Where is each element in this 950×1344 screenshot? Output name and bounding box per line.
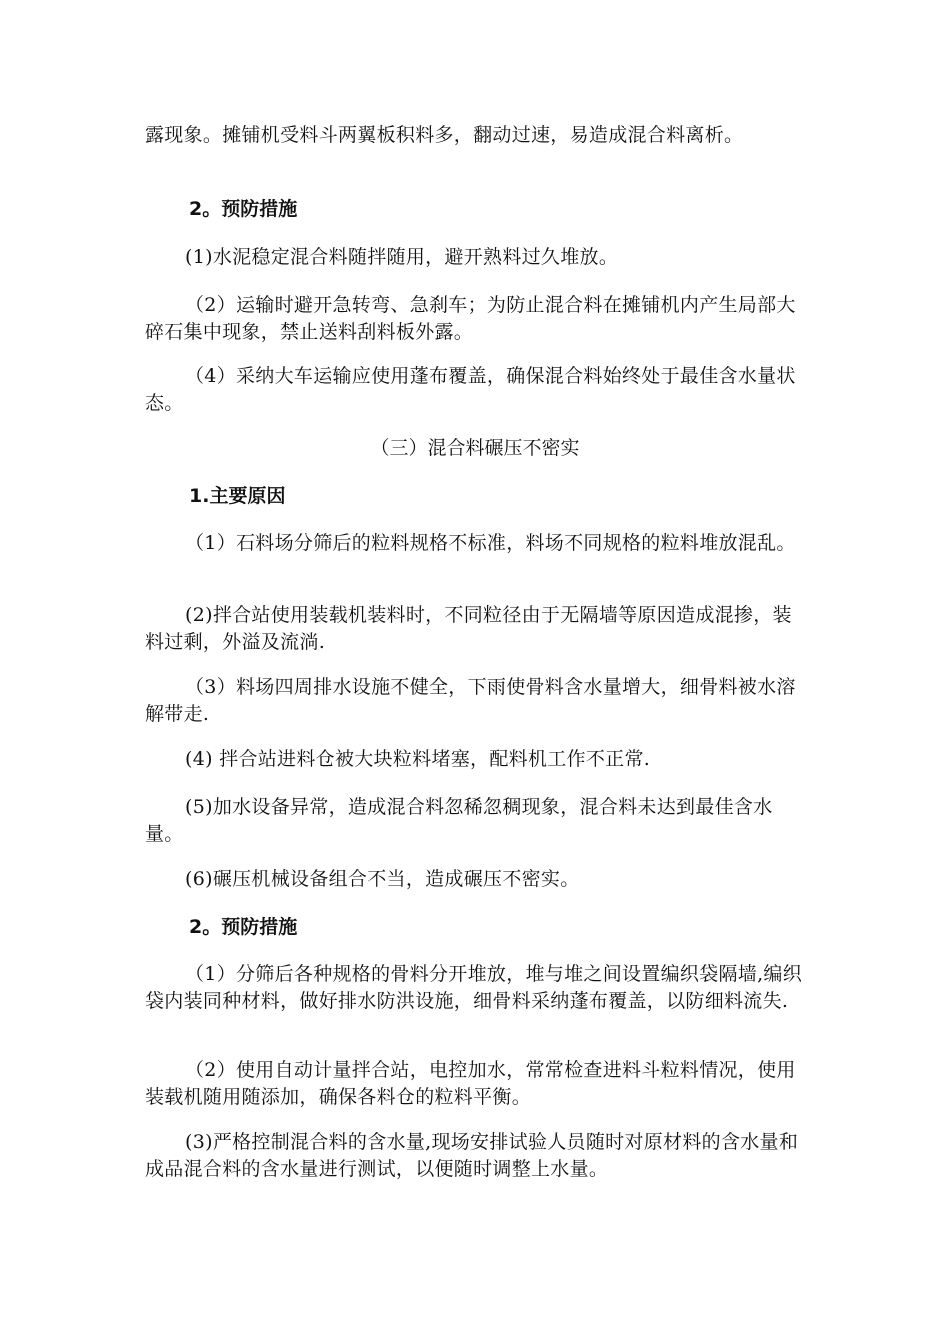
paragraph-cause-1: （1）石料场分筛后的粒料规格不标准，料场不同规格的粒料堆放混乱。 [185,532,796,554]
paragraph-cause-4: (4) 拌合站进料仓被大块粒料堵塞，配料机工作不正常. [185,748,651,770]
paragraph-prevention-2-1: （1）分筛后各种规格的骨料分开堆放，堆与堆之间设置编织袋隔墙,编织袋内装同种材料，做好排水防洪设施，细骨料采纳蓬布覆盖，以防细料流失. [145,963,803,1012]
paragraph-cause-5: (5)加水设备异常，造成混合料忽稀忽稠现象，混合料未达到最佳含水量。 [145,796,773,845]
paragraph-prevention-1-1: (1)水泥稳定混合料随拌随用，避开熟料过久堆放。 [185,246,619,268]
heading-main-causes: 1.主要原因 [189,485,286,507]
paragraph-prevention-2-3: (3)严格控制混合料的含水量,现场安排试验人员随时对原材料的含水量和成品混合料的含水量进行测试，以便随时调整上水量。 [145,1131,799,1180]
heading-prevention-measures-2: 2。预防措施 [189,916,298,938]
paragraph-continued: 露现象。摊铺机受料斗两翼板积料多，翻动过速，易造成混合料离析。 [145,124,744,146]
paragraph-cause-3: （3）料场四周排水设施不健全，下雨使骨料含水量增大，细骨料被水溶解带走. [145,676,796,725]
section-title: （三）混合料碾压不密实 [370,437,580,459]
heading-prevention-measures-1: 2。预防措施 [189,198,298,220]
paragraph-prevention-1-4: （4）采纳大车运输应使用蓬布覆盖，确保混合料始终处于最佳含水量状态。 [145,365,796,414]
paragraph-cause-6: (6)碾压机械设备组合不当，造成碾压不密实。 [185,868,580,890]
paragraph-prevention-1-2: （2）运输时避开急转弯、急刹车；为防止混合料在摊铺机内产生局部大碎石集中现象，禁止送料刮料板外露。 [145,294,796,343]
paragraph-cause-2: (2)拌合站使用装载机装料时，不同粒径由于无隔墙等原因造成混掺，装料过剩，外溢及流淌. [145,604,792,653]
paragraph-prevention-2-2: （2）使用自动计量拌合站，电控加水，常常检查进料斗粒料情况，使用装载机随用随添加，确保各料仓的粒料平衡。 [145,1059,796,1108]
